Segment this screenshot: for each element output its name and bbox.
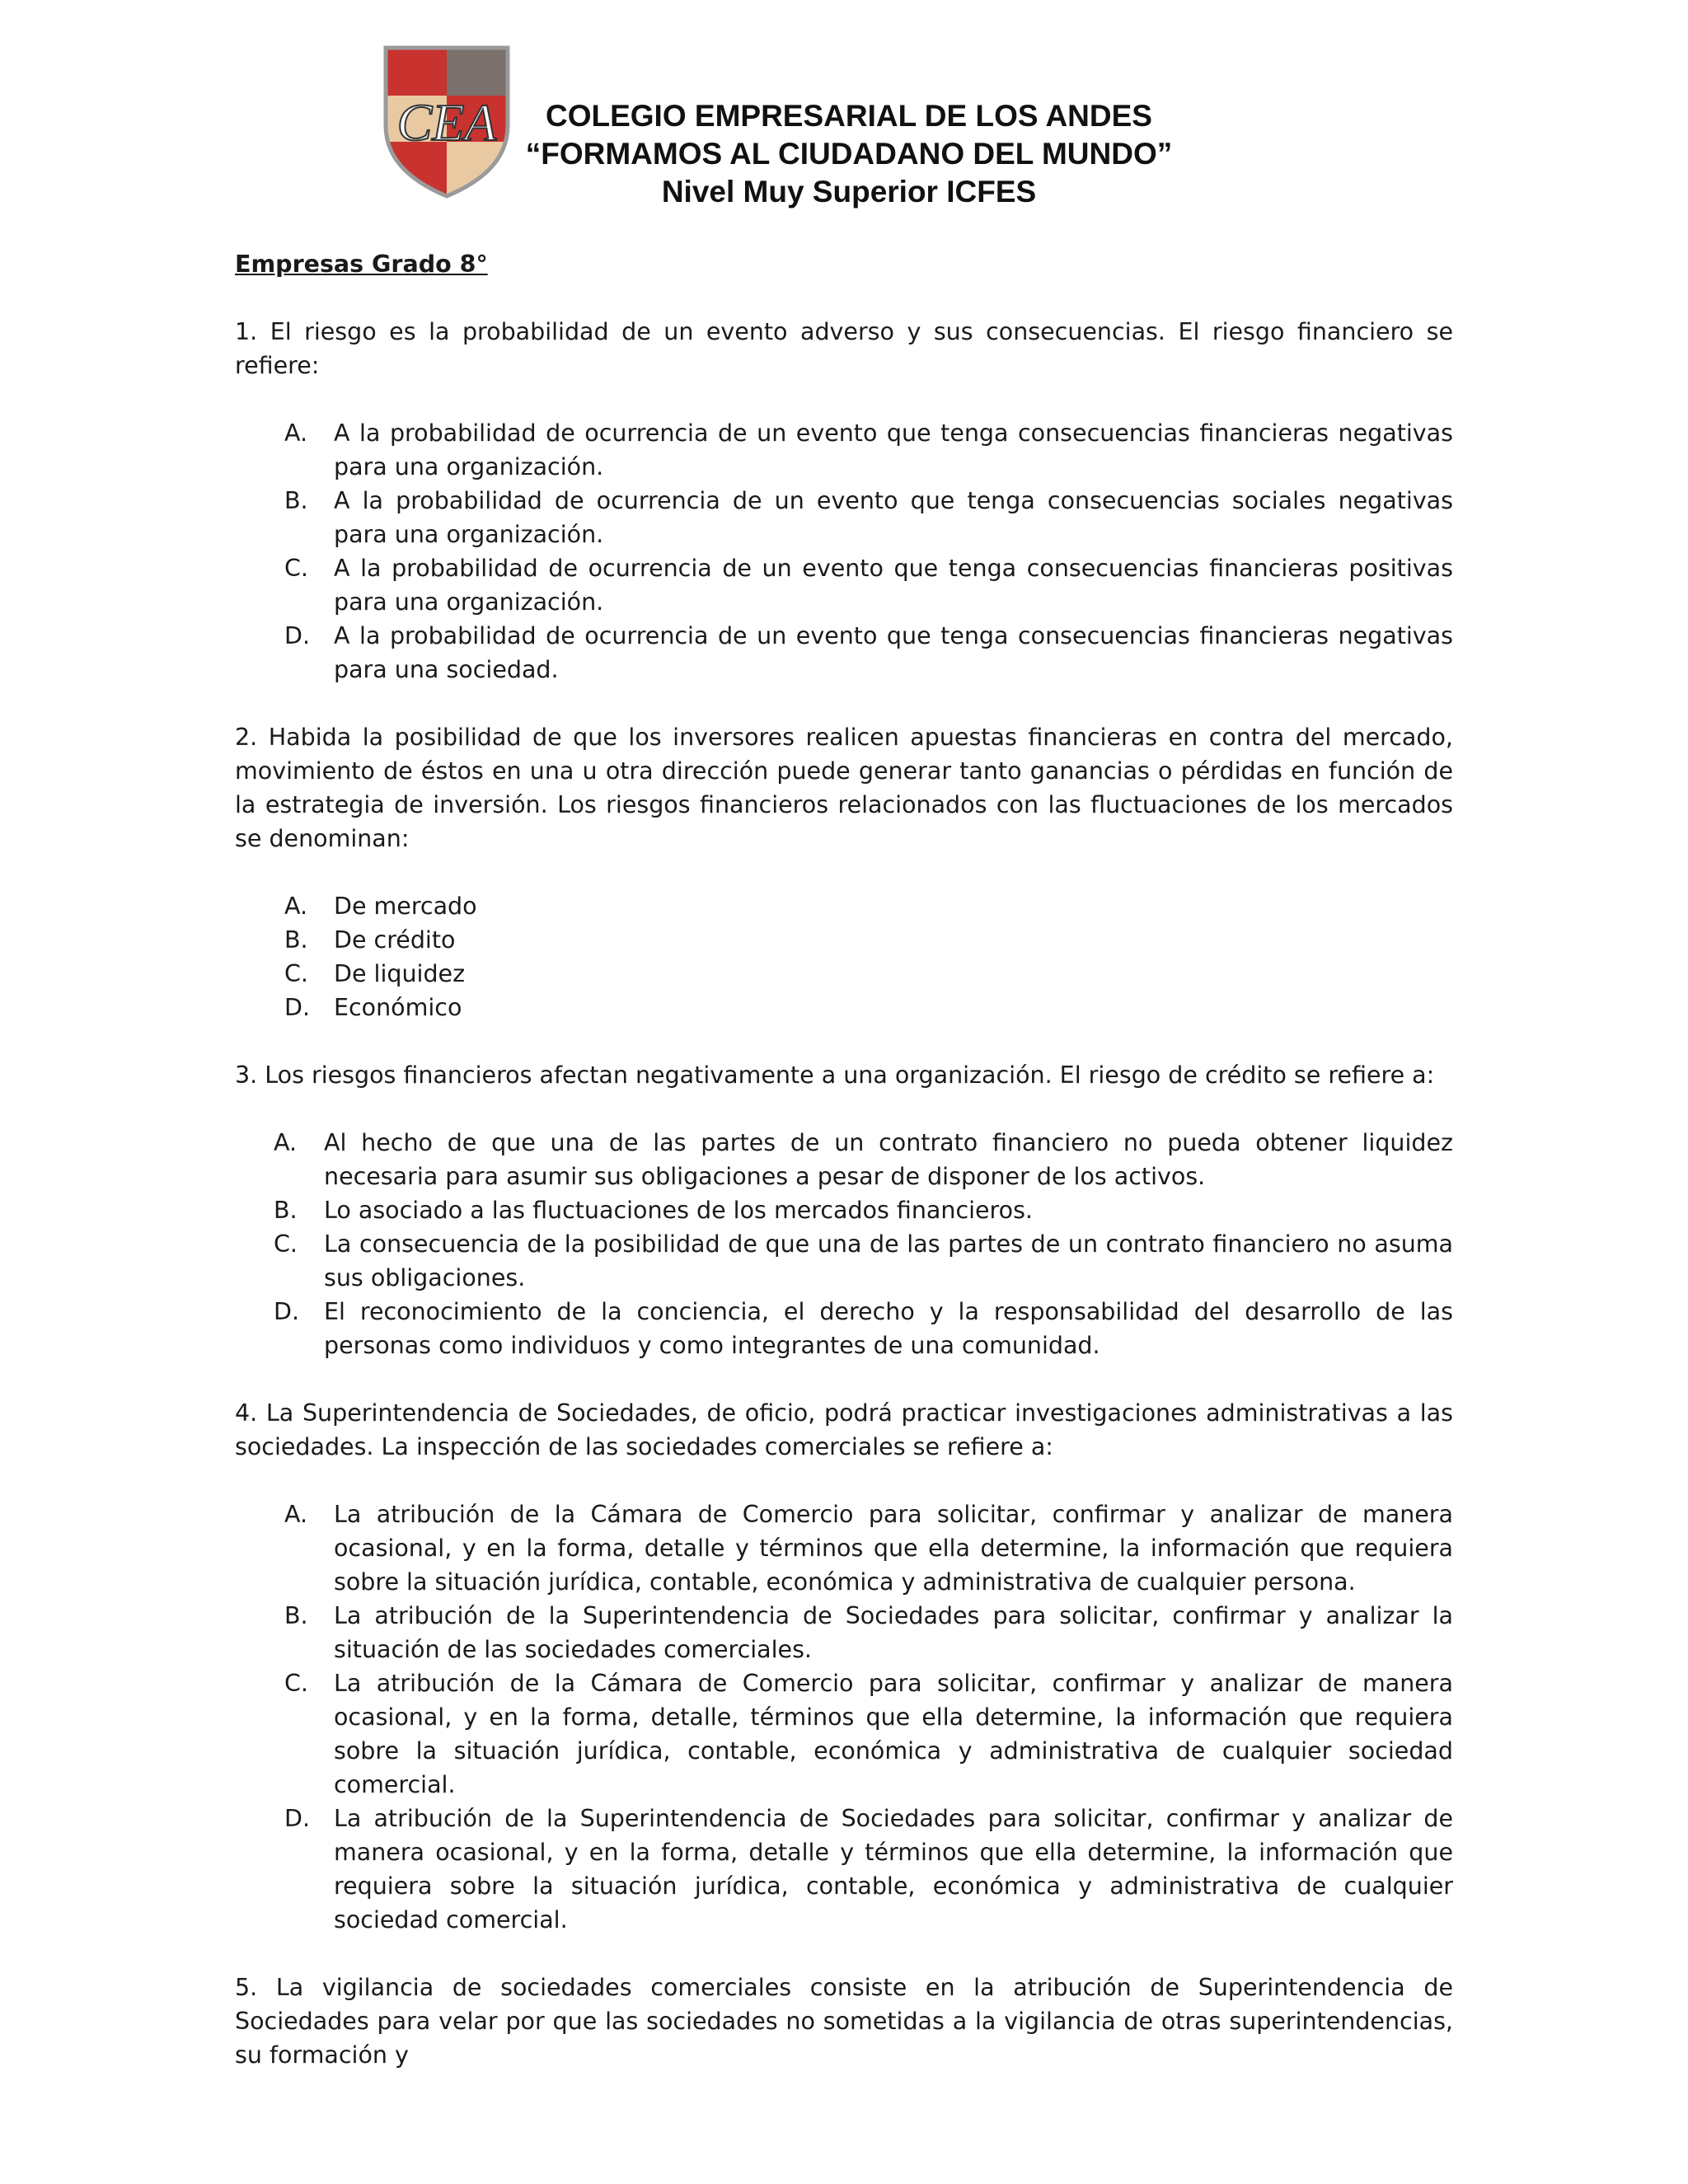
option-letter: A. [274,1129,298,1156]
section-title: Empresas Grado 8° [235,251,488,278]
option [235,889,1453,923]
option-letter: D. [274,1298,300,1325]
option [235,1295,1453,1362]
option-text: De liquidez [334,960,466,987]
option-letter: D. [284,994,311,1021]
option [235,991,1453,1024]
school-motto: “FORMAMOS AL CIUDADANO DEL MUNDO” [525,137,1173,171]
exam-content [235,247,1453,2106]
option-text: De crédito [334,926,456,954]
school-level: Nivel Muy Superior ICFES [661,175,1037,209]
option [235,1126,1453,1193]
question-1-options [235,416,1453,687]
option-letter: C. [284,960,308,987]
option [235,484,1453,551]
option-letter: D. [284,622,311,649]
option [235,1497,1453,1599]
option-letter: D. [284,1805,311,1832]
option-text: El reconocimiento de la conciencia, el derecho y la responsabilidad del desarrollo de las personas como individuos y como integrantes de una comunidad. [324,1298,1453,1359]
option [235,551,1453,619]
option-letter: A. [284,893,308,920]
option [235,619,1453,687]
option [235,1599,1453,1666]
option-letter: B. [274,1197,298,1224]
question-4: 4. La Superintendencia de Sociedades, de oficio, podrá practicar investigaciones administrativas a las sociedades. La inspección de las sociedades comerciales se refiere a: [235,1399,1453,1460]
option-text: A la probabilidad de ocurrencia de un evento que tenga consecuencias financieras positivas para una organización. [334,555,1453,616]
option-letter: B. [284,926,308,954]
option-letter: A. [284,419,308,447]
question-3: 3. Los riesgos financieros afectan negativamente a una organización. El riesgo de crédito se refiere a: [235,1062,1435,1089]
option-text: La atribución de la Cámara de Comercio para solicitar, confirmar y analizar de manera ocasional, y en la forma, detalle y términos que ella determine, la información que requiera sobre la situación jurídica, contable, económica y administrativa de cualquier persona. [334,1501,1453,1596]
option [235,1802,1453,1937]
option-text: La atribución de la Cámara de Comercio para solicitar, confirmar y analizar de manera ocasional, y en la forma, detalle, términos que ella determine, la información que requiera sobre la situación jurídica, contable, económica y administrativa de cualquier sociedad comercial. [334,1670,1453,1798]
option-letter: A. [284,1501,308,1528]
option [235,957,1453,991]
question-5: 5. La vigilancia de sociedades comerciales consiste en la atribución de Superintendencia de Sociedades para velar por que las sociedades no sometidas a la vigilancia de otras superintendencias, su formación y [235,1974,1453,2069]
option [235,416,1453,484]
option-letter: B. [284,1602,308,1629]
option [235,923,1453,957]
option-text: Al hecho de que una de las partes de un contrato financiero no pueda obtener liquidez necesaria para asumir sus obligaciones a pesar de disponer de los activos. [324,1129,1453,1190]
question-2: 2. Habida la posibilidad de que los inversores realicen apuestas financieras en contra del mercado, movimiento de éstos en una u otra dirección puede generar tanto ganancias o pérdidas en función de la estrategia de inversión. Los riesgos financieros relacionados con las fluctuaciones de los mercados se denominan: [235,724,1453,852]
option-text: A la probabilidad de ocurrencia de un evento que tenga consecuencias financieras negativas para una organización. [334,419,1453,480]
question-2-options [235,889,1453,1024]
option [235,1227,1453,1295]
option-letter: B. [284,487,308,514]
option-letter: C. [284,1670,308,1697]
option [235,1666,1453,1802]
option-text: La atribución de la Superintendencia de Sociedades para solicitar, confirmar y analizar de manera ocasional, y en la forma, detalle y términos que ella determine, la información que requiera sobre la situación jurídica, contable, económica y administrativa de cualquier sociedad comercial. [334,1805,1453,1933]
question-1: 1. El riesgo es la probabilidad de un evento adverso y sus consecuencias. El riesgo financiero se refiere: [235,318,1453,379]
option-text: A la probabilidad de ocurrencia de un evento que tenga consecuencias financieras negativas para una sociedad. [334,622,1453,683]
option-text: Lo asociado a las fluctuaciones de los mercados financieros. [324,1197,1033,1224]
school-header [412,97,1286,211]
question-3-options [235,1126,1453,1362]
option-text: A la probabilidad de ocurrencia de un evento que tenga consecuencias sociales negativas para una organización. [334,487,1453,548]
option-text: La atribución de la Superintendencia de Sociedades para solicitar, confirmar y analizar la situación de las sociedades comerciales. [334,1602,1453,1663]
option-text: La consecuencia de la posibilidad de que una de las partes de un contrato financiero no asuma sus obligaciones. [324,1230,1453,1291]
option [235,1193,1453,1227]
option-letter: C. [274,1230,298,1258]
question-4-options [235,1497,1453,1937]
option-text: Económico [334,994,462,1021]
option-text: De mercado [334,893,477,920]
logo-monogram: CEA [396,93,497,152]
school-name: COLEGIO EMPRESARIAL DE LOS ANDES [546,99,1152,133]
option-letter: C. [284,555,308,582]
